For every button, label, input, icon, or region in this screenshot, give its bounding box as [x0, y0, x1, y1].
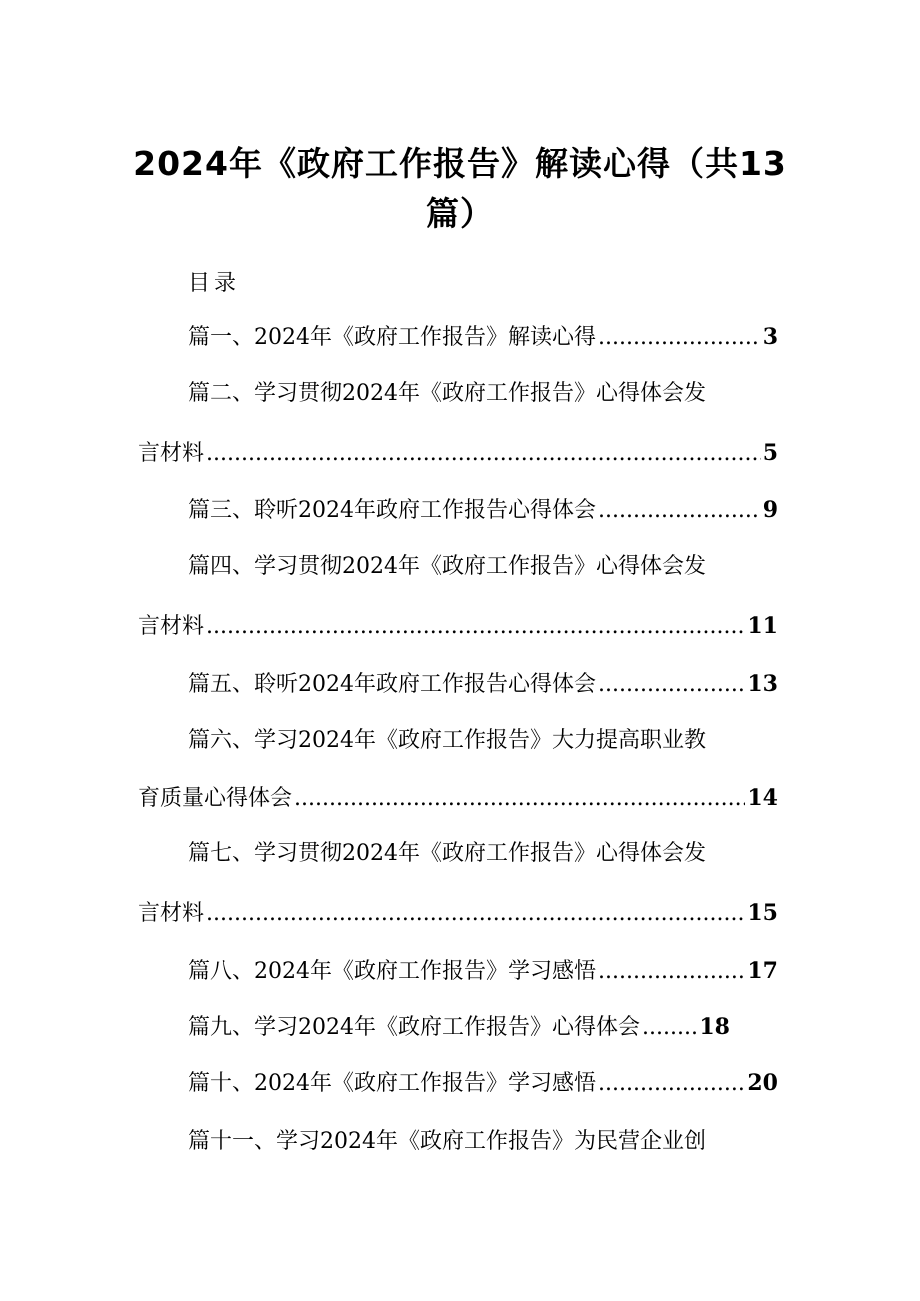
toc-label: 目录	[188, 271, 241, 296]
toc-entry-text: 篇九、学习2024年《政府工作报告》心得体会	[188, 1015, 640, 1040]
toc-page-number: 3	[762, 324, 778, 350]
toc-entry-continuation: 言材料	[138, 901, 205, 926]
toc-page-number: 5	[762, 440, 778, 466]
toc-page-number: 20	[747, 1070, 778, 1096]
toc-entry-text: 篇三、聆听2024年政府工作报告心得体会	[188, 498, 596, 523]
toc-leader-dots	[598, 325, 761, 350]
toc-entry-text[interactable]: 篇二、学习贯彻2024年《政府工作报告》心得体会发	[188, 381, 706, 406]
toc-entry-text: 篇五、聆听2024年政府工作报告心得体会	[188, 672, 596, 697]
toc-leader-dots	[598, 959, 745, 984]
toc-entry-continuation: 言材料	[138, 614, 205, 639]
toc-page-number: 13	[747, 671, 778, 697]
toc-entry-text[interactable]: 篇六、学习2024年《政府工作报告》大力提高职业教	[188, 728, 706, 753]
toc-entry[interactable]	[138, 609, 778, 640]
toc-leader-dots	[206, 441, 761, 466]
toc-page-number: 9	[762, 497, 778, 523]
toc-entry[interactable]	[188, 1010, 730, 1041]
toc-page-number: 14	[747, 785, 778, 811]
document-title-line-2: 篇）	[426, 194, 494, 233]
toc-leader-dots	[206, 901, 745, 926]
toc-entry[interactable]	[138, 781, 778, 812]
toc-page-number: 11	[747, 613, 778, 639]
toc-entry-text: 篇八、2024年《政府工作报告》学习感悟	[188, 959, 596, 984]
toc-entry[interactable]	[188, 954, 778, 985]
toc-entry-text: 篇一、2024年《政府工作报告》解读心得	[188, 325, 596, 350]
toc-entry-text[interactable]: 篇七、学习贯彻2024年《政府工作报告》心得体会发	[188, 841, 706, 866]
toc-entry[interactable]	[188, 320, 778, 351]
toc-page-number: 17	[747, 958, 778, 984]
toc-page-number: 18	[699, 1014, 730, 1040]
toc-entry-text[interactable]: 篇十一、学习2024年《政府工作报告》为民营企业创	[188, 1129, 706, 1154]
toc-entry[interactable]	[188, 667, 778, 698]
toc-leader-dots	[642, 1015, 697, 1040]
toc-leader-dots	[598, 498, 761, 523]
toc-leader-dots	[206, 614, 745, 639]
toc-leader-dots	[294, 786, 745, 811]
toc-leader-dots	[598, 1071, 745, 1096]
toc-entry-text: 篇十、2024年《政府工作报告》学习感悟	[188, 1071, 596, 1096]
toc-entry-text[interactable]: 篇四、学习贯彻2024年《政府工作报告》心得体会发	[188, 554, 706, 579]
toc-entry-continuation: 育质量心得体会	[138, 786, 293, 811]
toc-entry-continuation: 言材料	[138, 441, 205, 466]
toc-leader-dots	[598, 672, 745, 697]
toc-page-number: 15	[747, 900, 778, 926]
toc-entry[interactable]	[188, 493, 778, 524]
document-title-line-1: 2024年《政府工作报告》解读心得（共13	[133, 144, 787, 183]
toc-entry[interactable]	[138, 436, 778, 467]
toc-entry[interactable]	[138, 896, 778, 927]
toc-entry[interactable]	[188, 1066, 778, 1097]
